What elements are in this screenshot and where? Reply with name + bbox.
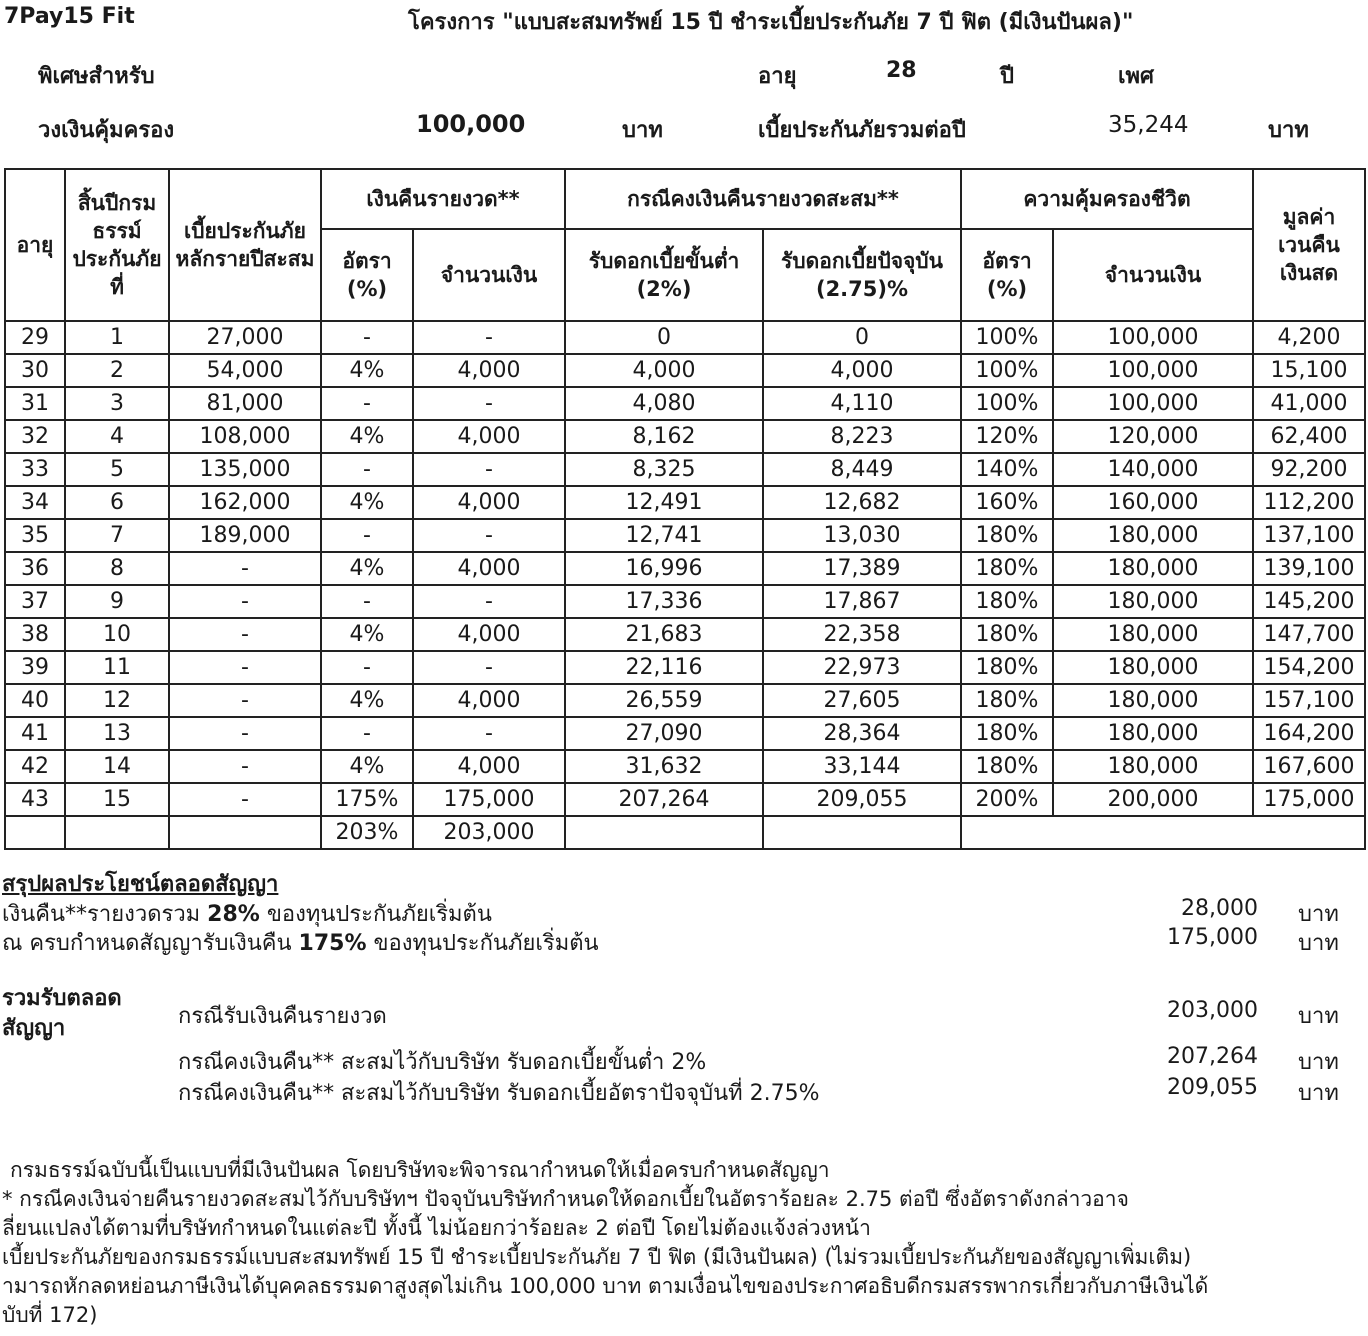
cell: - [169, 585, 321, 618]
table-row [5, 618, 1365, 651]
cell: 33 [5, 453, 65, 486]
header-accum-min: รับดอกเบี้ยขั้นต่ำ (2%) [565, 229, 763, 321]
cell: 14 [65, 750, 169, 783]
case2-unit: บาท [1298, 1050, 1339, 1075]
table-row [5, 354, 1365, 387]
coverage-unit: บาท [622, 118, 663, 143]
header-life-amount: จำนวนเงิน [1053, 229, 1253, 321]
empty-cell [565, 816, 763, 849]
cell: 42 [5, 750, 65, 783]
line1-unit: บาท [1298, 902, 1339, 927]
table-row [5, 684, 1365, 717]
cell: 145,200 [1253, 585, 1365, 618]
cell: 37 [5, 585, 65, 618]
cell: 137,100 [1253, 519, 1365, 552]
age-unit: ปี [1000, 64, 1014, 89]
cell: 4% [321, 486, 413, 519]
cell: 0 [763, 321, 961, 354]
cell: - [413, 717, 565, 750]
cell: 31,632 [565, 750, 763, 783]
cell: 4,080 [565, 387, 763, 420]
cell: 7 [65, 519, 169, 552]
line1-post: ของทุนประกันภัยเริ่มต้น [259, 902, 492, 927]
cell: 4% [321, 552, 413, 585]
cell: 54,000 [169, 354, 321, 387]
table-row [5, 552, 1365, 585]
cell: 27,000 [169, 321, 321, 354]
cell: - [321, 387, 413, 420]
cell: - [413, 321, 565, 354]
cell: 154,200 [1253, 651, 1365, 684]
cell: 140,000 [1053, 453, 1253, 486]
table-row [5, 750, 1365, 783]
header-age: อายุ [5, 169, 65, 321]
cell: 11 [65, 651, 169, 684]
cell: 27,090 [565, 717, 763, 750]
cell: - [321, 585, 413, 618]
cell: 12,682 [763, 486, 961, 519]
empty-cell [169, 816, 321, 849]
cell: 180,000 [1053, 618, 1253, 651]
cell: 4,200 [1253, 321, 1365, 354]
header-life-group: ความคุ้มครองชีวิต [961, 169, 1253, 229]
cell: 2 [65, 354, 169, 387]
cell: 4 [65, 420, 169, 453]
cell: 147,700 [1253, 618, 1365, 651]
cell: 40 [5, 684, 65, 717]
totals-row [5, 816, 1365, 849]
premium-unit: บาท [1268, 118, 1309, 143]
cell: - [321, 717, 413, 750]
header-cashback-group: เงินคืนรายงวด** [321, 169, 565, 229]
table-row [5, 420, 1365, 453]
cell: 160,000 [1053, 486, 1253, 519]
cell: 22,973 [763, 651, 961, 684]
cell: 4,000 [413, 486, 565, 519]
benefit-table [4, 168, 1366, 850]
line1-pre: เงินคืน**รายงวดรวม [2, 902, 208, 927]
premium-label: เบี้ยประกันภัยรวมต่อปี [758, 118, 966, 143]
case2-label: กรณีคงเงินคืน** สะสมไว้กับบริษัท รับดอกเบี้ยขั้นต่ำ 2% [178, 1050, 707, 1075]
cell: - [321, 453, 413, 486]
cell: 13 [65, 717, 169, 750]
cell: - [169, 651, 321, 684]
cell: 28,364 [763, 717, 961, 750]
table-row [5, 321, 1365, 354]
cell: 34 [5, 486, 65, 519]
table-row [5, 519, 1365, 552]
summary-line-2 [2, 925, 599, 960]
age-value: 28 [886, 58, 917, 83]
cell: 200% [961, 783, 1053, 816]
empty-cell [961, 816, 1365, 849]
cell: 43 [5, 783, 65, 816]
cell: - [169, 684, 321, 717]
cell: - [413, 387, 565, 420]
cell: 9 [65, 585, 169, 618]
cell: 10 [65, 618, 169, 651]
cell: 4,000 [413, 684, 565, 717]
header-premium-cum: เบี้ยประกันภัยหลักรายปีสะสม [169, 169, 321, 321]
cell: 100,000 [1053, 321, 1253, 354]
cell: 8,223 [763, 420, 961, 453]
cell: 4% [321, 618, 413, 651]
cell: - [169, 750, 321, 783]
plan-code: 7Pay15 Fit [4, 4, 135, 29]
cell: 189,000 [169, 519, 321, 552]
cell: 200,000 [1053, 783, 1253, 816]
note-line: บับที่ 172) [2, 1303, 98, 1327]
cell: 16,996 [565, 552, 763, 585]
cell: 4% [321, 684, 413, 717]
cell: 17,389 [763, 552, 961, 585]
cell: 31 [5, 387, 65, 420]
cell: 41 [5, 717, 65, 750]
cell: 0 [565, 321, 763, 354]
cell: 180% [961, 618, 1053, 651]
cell: 180% [961, 750, 1053, 783]
summary-title: สรุปผลประโยชน์ตลอดสัญญา [2, 872, 279, 897]
age-label: อายุ [758, 64, 797, 89]
cell: - [321, 321, 413, 354]
plan-title: โครงการ "แบบสะสมทรัพย์ 15 ปี ชำระเบี้ยประกันภัย 7 ปี ฟิต (มีเงินปันผล)" [408, 10, 1134, 35]
table-row [5, 486, 1365, 519]
cell: 36 [5, 552, 65, 585]
header-accum-group: กรณีคงเงินคืนรายงวดสะสม** [565, 169, 961, 229]
cell: 160% [961, 486, 1053, 519]
empty-cell [763, 816, 961, 849]
cell: 180,000 [1053, 552, 1253, 585]
cell: 180% [961, 519, 1053, 552]
cell: 17,336 [565, 585, 763, 618]
cell: 140% [961, 453, 1053, 486]
cell: 4% [321, 750, 413, 783]
cell: 175,000 [1253, 783, 1365, 816]
cell: 4,000 [763, 354, 961, 387]
cell: 180% [961, 552, 1053, 585]
cell: 12,491 [565, 486, 763, 519]
cell: - [169, 783, 321, 816]
cell: 4,000 [413, 618, 565, 651]
header-policy-year: สิ้นปีกรมธรรม์ประกันภัยที่ [65, 169, 169, 321]
note-line: ามารถหักลดหย่อนภาษีเงินได้บุคคลธรรมดาสูงสุดไม่เกิน 100,000 บาท ตามเงื่อนไขของประกาศอธิบดีกรมสรรพากรเกี่ยวกับภาษีเงินได้ [2, 1274, 1209, 1298]
header-amount: จำนวนเงิน [413, 229, 565, 321]
table-row [5, 651, 1365, 684]
note-line: กรมธรรม์ฉบับนี้เป็นแบบที่มีเงินปันผล โดยบริษัทจะพิจารณากำหนดให้เมื่อครบกำหนดสัญญา [10, 1158, 830, 1182]
line2-value: 175,000 [1167, 925, 1258, 950]
cell: 8 [65, 552, 169, 585]
cell: 12,741 [565, 519, 763, 552]
cell: 100% [961, 387, 1053, 420]
table-row [5, 387, 1365, 420]
case3-label: กรณีคงเงินคืน** สะสมไว้กับบริษัท รับดอกเบี้ยอัตราปัจจุบันที่ 2.75% [178, 1081, 820, 1106]
coverage-label: วงเงินคุ้มครอง [38, 118, 175, 143]
table-row [5, 783, 1365, 816]
cell: 209,055 [763, 783, 961, 816]
cell: 100,000 [1053, 387, 1253, 420]
cell: 100% [961, 321, 1053, 354]
cell: 33,144 [763, 750, 961, 783]
cell: 135,000 [169, 453, 321, 486]
cell: 41,000 [1253, 387, 1365, 420]
cell: 39 [5, 651, 65, 684]
premium-value: 35,244 [1108, 112, 1189, 138]
cell: 100,000 [1053, 354, 1253, 387]
cell: 4,110 [763, 387, 961, 420]
cell: 26,559 [565, 684, 763, 717]
cell: 108,000 [169, 420, 321, 453]
cell: 180% [961, 585, 1053, 618]
empty-cell [5, 816, 65, 849]
cell: 15,100 [1253, 354, 1365, 387]
cell: 4,000 [413, 750, 565, 783]
cell: 180% [961, 717, 1053, 750]
cell: 207,264 [565, 783, 763, 816]
cell: 30 [5, 354, 65, 387]
cell: 27,605 [763, 684, 961, 717]
case1-unit: บาท [1298, 1004, 1339, 1029]
cell: 12 [65, 684, 169, 717]
note-line: ลี่ยนแปลงได้ตามที่บริษัทกำหนดในแต่ละปี ทั้งนี้ ไม่น้อยกว่าร้อยละ 2 ต่อปี โดยไม่ต้องแจ้งล่วงหน้า [2, 1216, 871, 1240]
cell: 4,000 [413, 552, 565, 585]
cell: 38 [5, 618, 65, 651]
case1-label: กรณีรับเงินคืนรายงวด [178, 1004, 387, 1029]
cell: - [413, 651, 565, 684]
cell: - [413, 519, 565, 552]
cell: 4,000 [413, 420, 565, 453]
line1-pct: 28% [207, 902, 260, 927]
line2-pct: 175% [298, 931, 367, 956]
cell: - [413, 585, 565, 618]
table-row [5, 717, 1365, 750]
cell: 62,400 [1253, 420, 1365, 453]
cell: 13,030 [763, 519, 961, 552]
case1-value: 203,000 [1167, 998, 1258, 1023]
cell: 180,000 [1053, 750, 1253, 783]
cell: 139,100 [1253, 552, 1365, 585]
total-rate: 203% [321, 816, 413, 849]
cell: 162,000 [169, 486, 321, 519]
cell: 8,449 [763, 453, 961, 486]
total-amount: 203,000 [413, 816, 565, 849]
cell: 81,000 [169, 387, 321, 420]
line2-pre: ณ ครบกำหนดสัญญารับเงินคืน [2, 931, 299, 956]
cell: - [169, 552, 321, 585]
header-accum-current: รับดอกเบี้ยปัจจุบัน (2.75)% [763, 229, 961, 321]
header-rate: อัตรา (%) [321, 229, 413, 321]
cell: 175% [321, 783, 413, 816]
table-row [5, 453, 1365, 486]
cell: 180,000 [1053, 651, 1253, 684]
table-row [5, 585, 1365, 618]
cell: 1 [65, 321, 169, 354]
cell: 180,000 [1053, 519, 1253, 552]
cell: 112,200 [1253, 486, 1365, 519]
cell: 4,000 [565, 354, 763, 387]
note-line: เบี้ยประกันภัยของกรมธรรม์แบบสะสมทรัพย์ 15 ปี ชำระเบี้ยประกันภัย 7 ปี ฟิต (มีเงินปันผล) (ไม่รวมเบี้ยประกันภัยของสัญญาเพิ่มเติม) [2, 1245, 1192, 1269]
cell: 100% [961, 354, 1053, 387]
empty-cell [65, 816, 169, 849]
cell: - [321, 651, 413, 684]
sex-label: เพศ [1118, 64, 1154, 89]
cell: - [413, 453, 565, 486]
cell: 17,867 [763, 585, 961, 618]
cell: 22,358 [763, 618, 961, 651]
cell: 180% [961, 684, 1053, 717]
header-life-rate: อัตรา (%) [961, 229, 1053, 321]
note-line: * กรณีคงเงินจ่ายคืนรายงวดสะสมไว้กับบริษัทฯ ปัจจุบันบริษัทกำหนดให้ดอกเบี้ยในอัตราร้อยละ 2.75 ต่อปี ซึ่งอัตราดังกล่าวอาจ [2, 1187, 1129, 1211]
cell: 3 [65, 387, 169, 420]
header-cash-value: มูลค่าเวนคืนเงินสด [1253, 169, 1365, 321]
cell: 21,683 [565, 618, 763, 651]
cell: 164,200 [1253, 717, 1365, 750]
cell: 180,000 [1053, 585, 1253, 618]
cell: 175,000 [413, 783, 565, 816]
cell: 180% [961, 651, 1053, 684]
cell: 180,000 [1053, 717, 1253, 750]
coverage-value: 100,000 [416, 110, 526, 138]
cell: 29 [5, 321, 65, 354]
case3-unit: บาท [1298, 1081, 1339, 1106]
cell: - [169, 717, 321, 750]
case2-value: 207,264 [1167, 1044, 1258, 1069]
case3-value: 209,055 [1167, 1075, 1258, 1100]
cell: 8,325 [565, 453, 763, 486]
cell: 180,000 [1053, 684, 1253, 717]
line2-post: ของทุนประกันภัยเริ่มต้น [366, 931, 599, 956]
notes [2, 1156, 1366, 1330]
cell: 5 [65, 453, 169, 486]
cell: 8,162 [565, 420, 763, 453]
cell: 120% [961, 420, 1053, 453]
cell: 4% [321, 354, 413, 387]
cell: 6 [65, 486, 169, 519]
line2-unit: บาท [1298, 931, 1339, 956]
special-for-label: พิเศษสำหรับ [38, 64, 155, 89]
cell: 4% [321, 420, 413, 453]
line1-value: 28,000 [1181, 896, 1258, 921]
total-label: รวมรับตลอดสัญญา [2, 986, 122, 1041]
cell: 120,000 [1053, 420, 1253, 453]
cell: 92,200 [1253, 453, 1365, 486]
cell: 157,100 [1253, 684, 1365, 717]
cell: 32 [5, 420, 65, 453]
cell: 167,600 [1253, 750, 1365, 783]
cell: 4,000 [413, 354, 565, 387]
cell: - [321, 519, 413, 552]
cell: 15 [65, 783, 169, 816]
cell: 22,116 [565, 651, 763, 684]
cell: - [169, 618, 321, 651]
cell: 35 [5, 519, 65, 552]
